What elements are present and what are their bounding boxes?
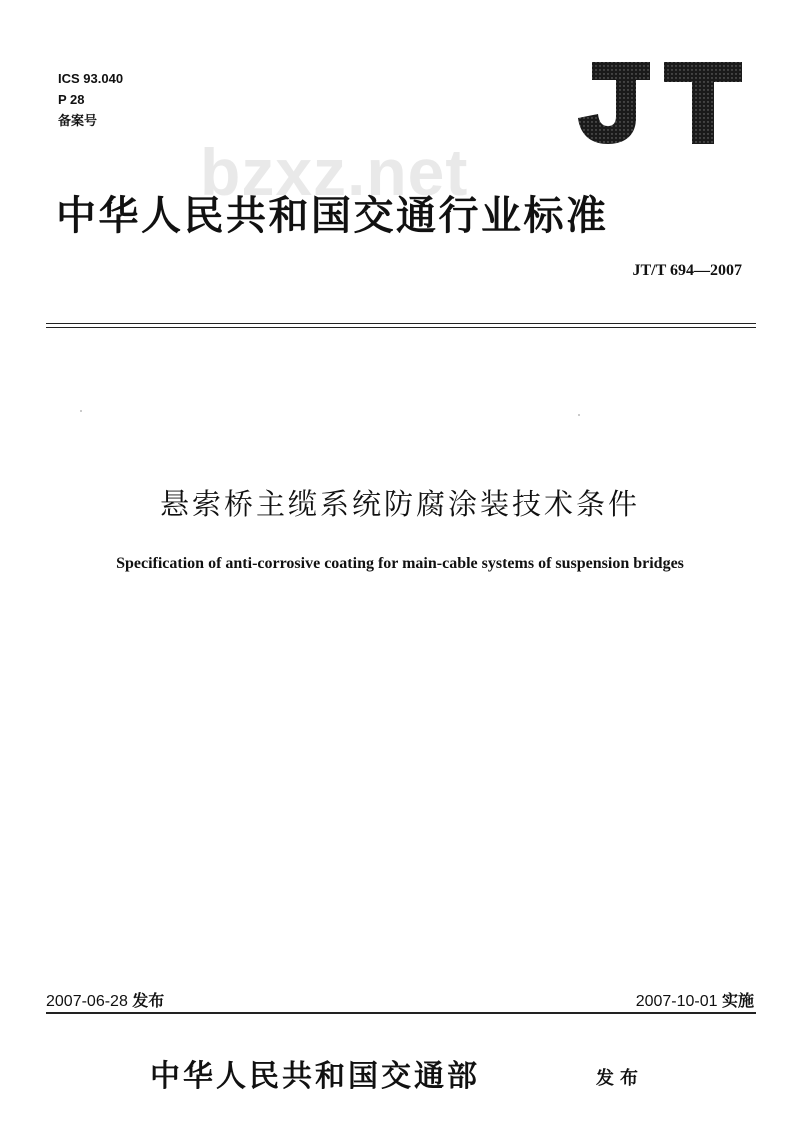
category-code: P 28	[58, 92, 85, 107]
standard-number: JT/T 694—2007	[632, 262, 742, 279]
record-number-label: 备案号	[58, 113, 98, 128]
footer-rule	[46, 1012, 756, 1014]
issuing-action: 发布	[596, 1068, 644, 1089]
classification-block	[58, 68, 123, 131]
organization-title: 中华人民共和国交通行业标准	[56, 193, 609, 239]
issue-label: 发布	[132, 993, 165, 1010]
effective-date-line	[636, 988, 754, 1011]
effective-date: 2007-10-01	[635, 993, 718, 1010]
scan-speck	[80, 410, 82, 412]
document-title-english: Specification of anti-corrosive coating for main-cable systems of suspension bridges	[116, 555, 684, 572]
issue-date: 2007-06-28	[46, 993, 128, 1010]
watermark: bzxz.net	[200, 135, 469, 209]
jt-logo	[574, 60, 744, 146]
scan-speck	[578, 414, 580, 416]
ics-code: ICS 93.040	[58, 71, 124, 86]
issuing-authority: 中华人民共和国交通部	[150, 1059, 480, 1094]
effective-label: 实施	[721, 993, 754, 1010]
header-rule-top	[46, 323, 756, 324]
issue-date-line	[46, 988, 164, 1011]
document-title-chinese: 悬索桥主缆系统防腐涂装技术条件	[159, 487, 640, 521]
header-rule-bottom	[46, 327, 756, 328]
